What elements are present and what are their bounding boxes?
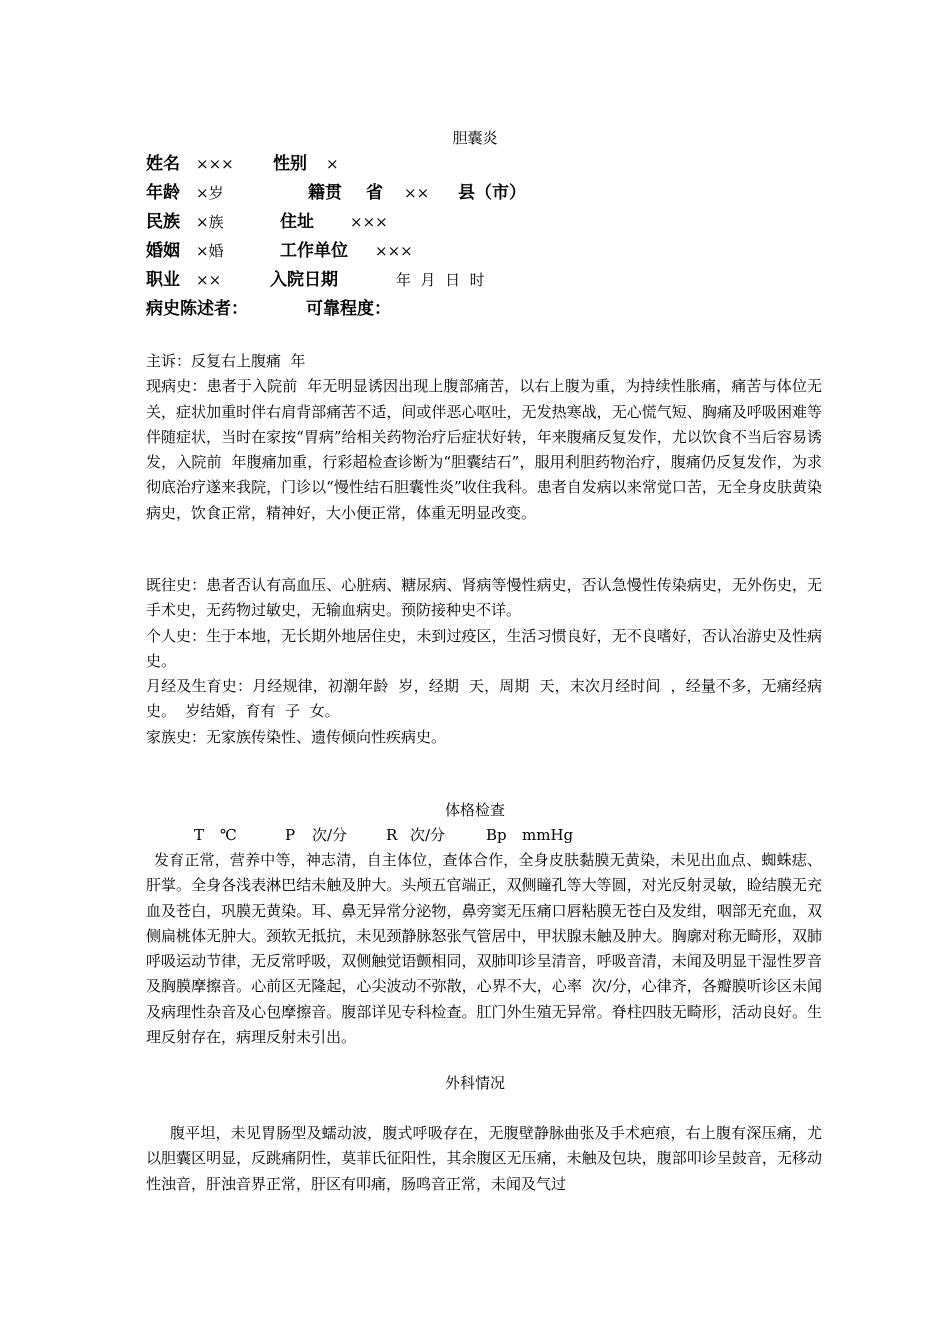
pulse-unit: 次/分: [312, 826, 348, 844]
gender-value: ×: [326, 155, 339, 173]
reliability-label: 可靠程度：: [306, 299, 391, 319]
province-value: ××: [404, 184, 430, 202]
physical-exam-block: [146, 848, 822, 1050]
age-value: ×岁: [196, 184, 224, 202]
document-title: 胆囊炎: [452, 129, 498, 147]
ethnicity-label: 民族: [146, 212, 180, 232]
family-history: 家族史：无家族传染性、遗传倾向性疾病史。: [146, 727, 447, 746]
present-illness: 现病史：患者于入院前 年无明显诱因出现上腹部痛苦，以右上腹为重，为持续性胀痛，痛苦与体位无关，症状加重时伴右肩背部痛苦不适，间或伴恶心呕吐，无发热寒战，无心慌气短、胸痛及呼吸困难等伴随症状，当时在家按“胃病”给相关药物治疗后症状好转，年来腹痛反复发作，尤以饮食不当后容易诱发，入院前 年腹痛加重，行彩超检查诊断为“胆囊结石”，服用利胆药物治疗，腹痛仍反复发作，为求彻底治疗遂来我院，门诊以“慢性结石胆囊性炎”收住我科。患者自发病以来常觉口苦，无全身皮肤黄染病史，饮食正常，精神好，大小便正常，体重无明显改变。: [146, 377, 822, 522]
respiration-unit: 次/分: [410, 826, 446, 844]
occupation-value: ××: [196, 271, 222, 289]
blood-pressure-unit: mmHg: [522, 826, 574, 844]
marital-label: 婚姻: [146, 241, 180, 261]
name-label: 姓名: [146, 154, 180, 174]
history-block-2: [146, 573, 822, 750]
admission-date-value: 年 月 日 时: [396, 271, 485, 289]
address-value: ×××: [350, 213, 388, 231]
temperature-unit: ℃: [220, 826, 237, 844]
physical-exam-heading: 体格检查: [444, 801, 505, 819]
chief-complaint: 主诉：反复右上腹痛 年: [146, 352, 306, 370]
personal-history: 个人史：生于本地，无长期外地居住史，未到过疫区，生活习惯良好，无不良嗜好，否认冶游史及性病史。: [146, 626, 822, 670]
workplace-value: ×××: [375, 242, 413, 260]
blood-pressure-label: Bp: [486, 826, 507, 844]
menstrual-history: 月经及生育史：月经规律，初潮年龄 岁，经期 天，周期 天，末次月经时间 ，经量不多，无痛经病史。 岁结婚，育有 子 女。: [146, 677, 822, 721]
past-history: 既往史：患者否认有高血压、心脏病、糖尿病、肾病等慢性病史，否认急慢性传染病史，无外伤史，无手术史，无药物过敏史，无输血病史。预防接种史不详。: [146, 576, 822, 620]
temperature-label: T: [194, 826, 205, 844]
admission-date-label: 入院日期: [270, 270, 338, 290]
vitals-row: [146, 823, 822, 847]
informant-label: 病史陈述者：: [146, 299, 248, 319]
occupation-label: 职业: [146, 270, 180, 290]
surgical-text: 腹平坦，未见胃肠型及蠕动波，腹式呼吸存在，无腹壁静脉曲张及手术疤痕，右上腹有深压痛，尤以胆囊区明显，反跳痛阴性，莫菲氏征阳性，其余腹区无压痛，未触及包块，腹部叩诊呈鼓音，无移动性浊音，肝浊音界正常，肝区有叩痛，肠鸣音正常，未闻及气过: [146, 1124, 822, 1193]
ethnicity-value: ×族: [196, 213, 224, 231]
physical-exam-text: 发育正常，营养中等，神志清，自主体位，查体合作，全身皮肤黏膜无黄染，未见出血点、蜘蛛痣、肝掌。全身各浅表淋巴结未触及肿大。头颅五官端正，双侧瞳孔等大等圆，对光反射灵敏，睑结膜无充血及苍白，巩膜无黄染。耳、鼻无异常分泌物，鼻旁窦无压痛口唇粘膜无苍白及发绀，咽部无充血，双侧扁桃体无肿大。颈软无抵抗，未见颈静脉怒张气管居中，甲状腺未触及肿大。胸廓对称无畸形，双肺呼吸运动节律，无反常呼吸，双侧触觉语颤相同，双肺叩诊呈清音，呼吸音清，未闻及明显干湿性罗音及胸膜摩擦音。心前区无隆起，心尖波动不弥散，心界不大，心率 次/分，心律齐，各瓣膜听诊区未闻及病理性杂音及心包摩擦音。腹部详见专科检查。肛门外生殖无异常。脊柱四肢无畸形，活动良好。生理反射存在，病理反射未引出。: [146, 851, 822, 1047]
surgical-block: [146, 1121, 822, 1197]
address-label: 住址: [280, 212, 314, 232]
gender-label: 性别: [273, 154, 307, 174]
province-label: 省: [366, 183, 383, 203]
county-label: 县（市）: [458, 183, 526, 203]
workplace-label: 工作单位: [280, 241, 348, 261]
pulse-label: P: [285, 826, 296, 844]
age-label: 年龄: [146, 183, 180, 203]
native-place-label: 籍贯: [308, 183, 342, 203]
respiration-label: R: [386, 826, 398, 844]
surgical-heading: 外科情况: [444, 1074, 505, 1092]
history-block-1: [146, 349, 822, 526]
marital-value: ×婚: [196, 242, 224, 260]
name-value: ×××: [196, 155, 234, 173]
